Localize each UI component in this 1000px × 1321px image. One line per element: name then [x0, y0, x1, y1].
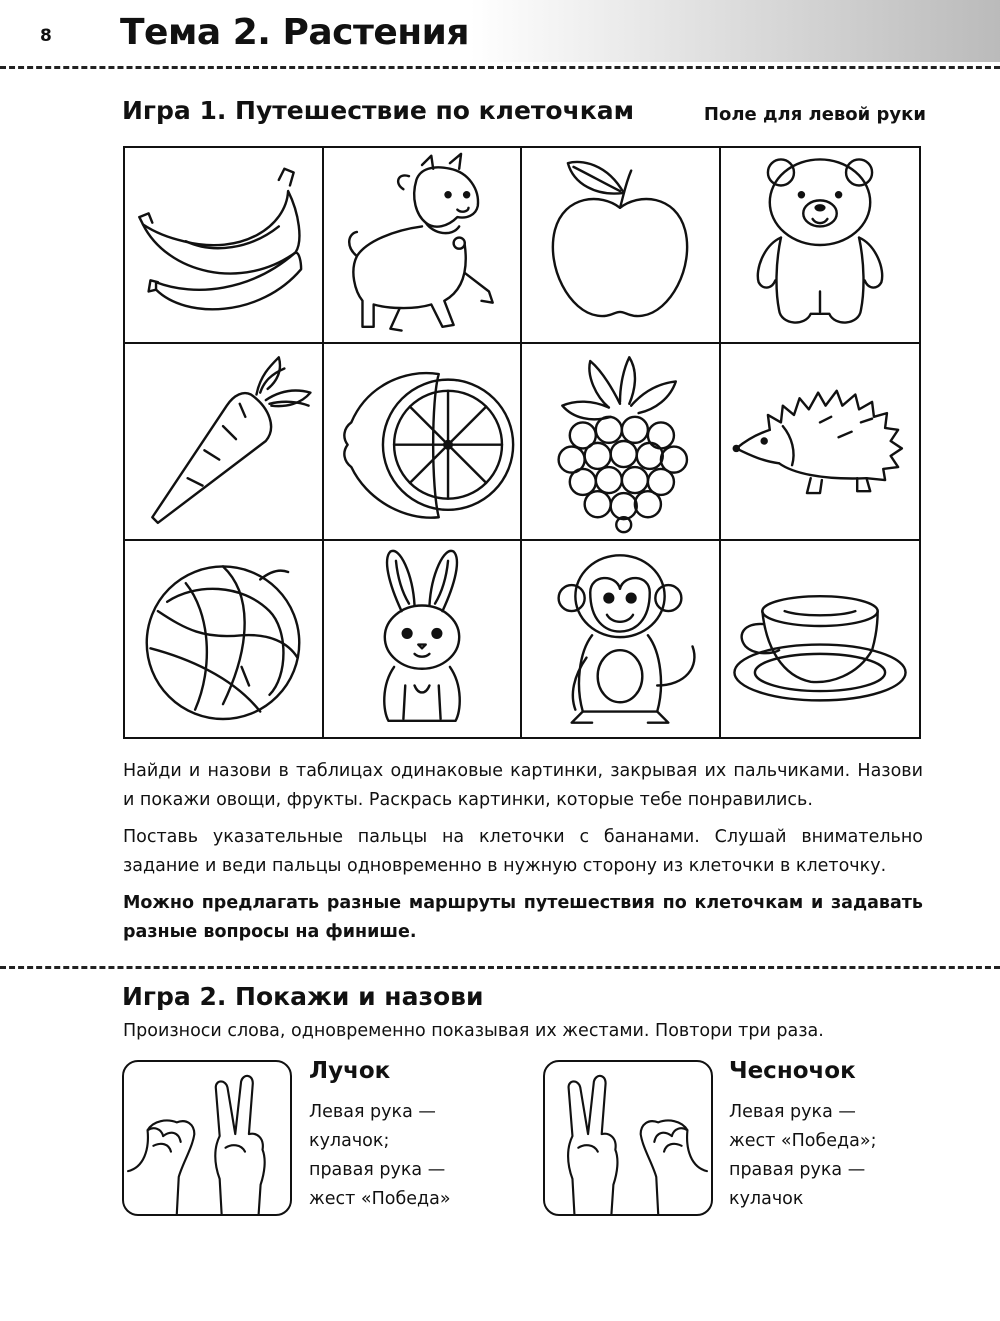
grid-cell-goat[interactable]: [324, 148, 523, 344]
word-desc-luchok: [309, 1098, 451, 1214]
fist-and-victory-hands-icon: [124, 1062, 290, 1214]
word-desc-chesnochok: [729, 1098, 876, 1214]
topic-title: Тема 2. Растения: [120, 12, 469, 53]
desc-line: правая рука —: [729, 1160, 866, 1180]
grid-cell-teacup[interactable]: [721, 541, 920, 737]
desc-line: жест «Победа»;: [729, 1131, 877, 1151]
hedgehog-icon: [727, 348, 913, 534]
top-dashed-divider: [0, 66, 1000, 69]
raspberry-icon: [527, 348, 713, 534]
bear-icon: [727, 152, 913, 338]
grid-cell-hedgehog[interactable]: [721, 344, 920, 540]
victory-and-fist-hands-icon: [545, 1062, 711, 1214]
grid-cell-apple[interactable]: [522, 148, 721, 344]
desc-line: кулачок: [729, 1189, 804, 1209]
grid-cell-raspberry[interactable]: [522, 344, 721, 540]
goat-icon: [329, 152, 515, 338]
desc-line: Левая рука —: [309, 1102, 436, 1122]
game2-title: Игра 2. Покажи и назови: [122, 982, 484, 1011]
field-label: Поле для левой руки: [703, 104, 926, 125]
grid-cell-cabbage[interactable]: [125, 541, 324, 737]
teacup-icon: [727, 546, 913, 732]
grid-cell-carrot[interactable]: [125, 344, 324, 540]
apple-icon: [527, 152, 713, 338]
instruction-paragraph-1: Найди и назови в таблицах одинаковые картинки, закрывая их пальчиками. Назови и покажи овощи, фрукты. Раскрась картинки, которые тебе понравились.: [123, 761, 923, 810]
desc-line: правая рука —: [309, 1160, 446, 1180]
picture-grid: [123, 146, 921, 739]
gesture-card-luchok: [122, 1060, 292, 1216]
game1-title: Игра 1. Путешествие по клеточкам: [122, 96, 635, 125]
cabbage-icon: [130, 546, 316, 732]
grid-cell-monkey[interactable]: [522, 541, 721, 737]
middle-dashed-divider: [0, 966, 1000, 969]
banana-icon: [130, 152, 316, 338]
word-title-luchok: Лучок: [309, 1058, 391, 1084]
carrot-icon: [130, 348, 316, 534]
monkey-icon: [527, 546, 713, 732]
game2-intro: Произноси слова, одновременно показывая их жестами. Повтори три раза.: [123, 1021, 824, 1041]
word-title-chesnochok: Чесночок: [729, 1058, 856, 1084]
instruction-paragraph-2: Поставь указательные пальцы на клеточки с бананами. Слушай внимательно задание и веди пальцы одновременно в нужную сторону из клеточки в клеточку.: [123, 827, 923, 876]
desc-line: Левая рука —: [729, 1102, 856, 1122]
grid-cell-bunny[interactable]: [324, 541, 523, 737]
gesture-card-chesnochok: [543, 1060, 713, 1216]
teacher-note: Можно предлагать разные маршруты путешествия по клеточкам и задавать разные вопросы на финише.: [123, 893, 923, 942]
desc-line: кулачок;: [309, 1131, 390, 1151]
header-shade: [470, 0, 1000, 62]
grid-cell-bear[interactable]: [721, 148, 920, 344]
grid-cell-banana[interactable]: [125, 148, 324, 344]
bunny-icon: [329, 546, 515, 732]
page-number: 8: [40, 26, 52, 46]
desc-line: жест «Победа»: [309, 1189, 451, 1209]
lemon-icon: [329, 348, 515, 534]
grid-cell-lemon[interactable]: [324, 344, 523, 540]
